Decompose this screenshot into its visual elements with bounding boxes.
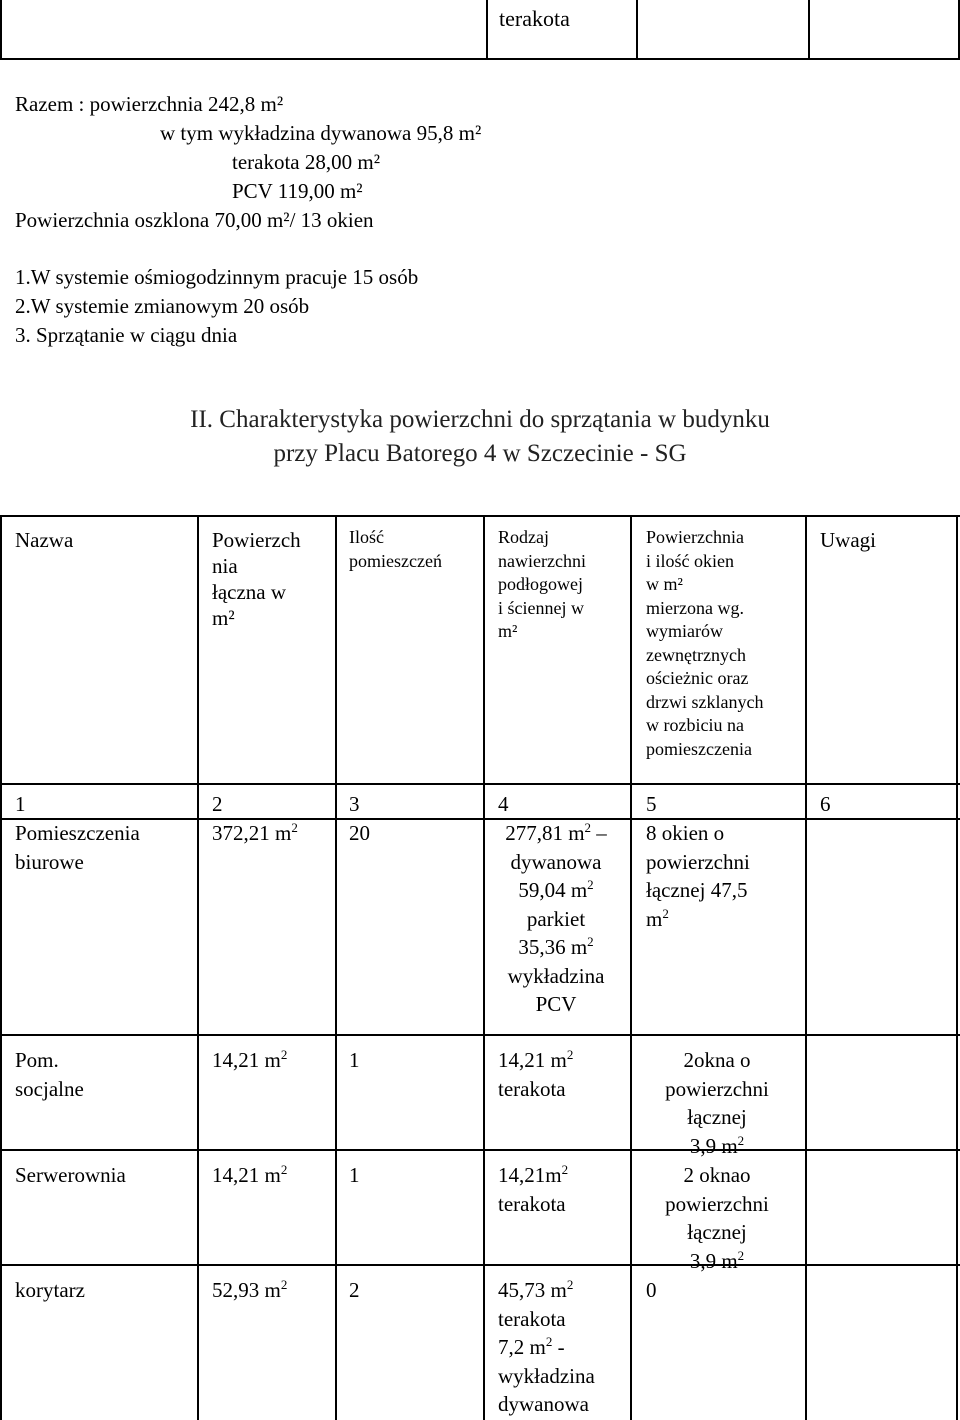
row-area: 372,21 $m^2$ — [212, 820, 298, 845]
header-room-count: Ilość pomieszczeń — [349, 527, 442, 571]
header-nazwa: Nazwa — [15, 528, 74, 552]
row-count: 20 — [349, 821, 370, 845]
row-divider — [0, 1264, 960, 1266]
row-count: 1 — [349, 1163, 360, 1187]
top-cell-text: terakota — [499, 6, 570, 31]
section-heading-line1: II. Charakterystyka powierzchni do sprzątania w budynku — [190, 406, 770, 433]
row-windows: 0 — [646, 1278, 657, 1302]
surface-line: 277,81 $m^2$ – — [505, 820, 607, 845]
row-name: korytarz — [15, 1278, 85, 1302]
summary-carpet: w tym wykładzina dywanowa 95,8 m² — [160, 121, 482, 145]
row-count: 2 — [349, 1278, 360, 1302]
top-cell-4 — [808, 0, 960, 60]
row-divider — [0, 1034, 960, 1036]
section-heading-line2: przy Placu Batorego 4 w Szczecinie - SG — [273, 440, 687, 467]
surface-line: PCV — [535, 992, 577, 1016]
top-cell-1 — [0, 0, 488, 60]
row-windows: 2okna o powierzchni łącznej 3,9 $m^2$ — [665, 1048, 769, 1158]
row-surface — [484, 819, 628, 1019]
row-area: 14,21 $m^2$ — [212, 1047, 288, 1072]
surface-line: dywanowa — [510, 849, 602, 874]
surface-table — [0, 515, 960, 1420]
table-col-divider — [335, 515, 337, 1420]
header-surface-type: Rodzaj nawierzchni podłogowej i ściennej w m² — [498, 527, 586, 641]
column-number: 2 — [212, 792, 223, 816]
numbered-item-1: 1.W systemie ośmiogodzinnym pracuje 15 osób — [15, 265, 419, 289]
surface-line: 35,36 $m^2$ — [518, 934, 594, 959]
number-row-divider — [0, 818, 960, 820]
table-col-divider — [630, 515, 632, 1420]
row-name: Pom. socjalne — [15, 1048, 84, 1101]
row-surface: 45,73 $m^2$ terakota 7,2 $m^2$ - wykładzina dywanowa — [498, 1277, 595, 1416]
column-number: 6 — [820, 792, 831, 816]
column-number: 1 — [15, 792, 26, 816]
surface-line: wykładzina — [507, 963, 605, 988]
table-border-left — [0, 515, 2, 1420]
row-area: 14,21 $m^2$ — [212, 1162, 288, 1187]
row-surface: $14,21m^2$ terakota — [498, 1162, 569, 1216]
row-windows: 2 oknao powierzchni łącznej 3,9 $m^2$ — [665, 1163, 769, 1273]
row-name: Serwerownia — [15, 1163, 126, 1187]
surface-line: 59,04 $m^2$ — [518, 877, 594, 902]
row-surface: 14,21 $m^2$ terakota — [498, 1047, 574, 1101]
table-top-border — [0, 515, 960, 517]
numbered-item-2: 2.W systemie zmianowym 20 osób — [15, 294, 310, 318]
top-cell-3 — [636, 0, 810, 60]
row-count: 1 — [349, 1048, 360, 1072]
numbered-item-3: 3. Sprzątanie w ciągu dnia — [15, 323, 238, 347]
top-table-fragment — [0, 0, 960, 62]
table-border-right — [956, 515, 958, 1420]
row-area: 52,93 $m^2$ — [212, 1277, 288, 1302]
column-number: 4 — [498, 792, 509, 816]
column-number: 3 — [349, 792, 360, 816]
row-divider — [0, 1149, 960, 1151]
header-total-area: Powierzch nia łączna w m² — [212, 528, 301, 630]
row-name: Pomieszczenia biurowe — [15, 821, 140, 874]
header-row-divider — [0, 783, 960, 785]
header-notes: Uwagi — [820, 528, 876, 552]
summary-pcv: PCV 119,00 m² — [232, 179, 363, 203]
summary-glass: Powierzchnia oszklona 70,00 m²/ 13 okien — [15, 208, 374, 232]
summary-total: Razem : powierzchnia 242,8 m² — [15, 92, 284, 116]
surface-line: parkiet — [526, 906, 586, 931]
column-number: 5 — [646, 792, 657, 816]
table-col-divider — [805, 515, 807, 1420]
header-windows: Powierzchnia i ilość okien w m² mierzona wg. wymiarów zewnętrznych ościeżnic oraz drzwi szklanych w rozbiciu na pomieszczenia — [646, 527, 764, 759]
table-col-divider — [197, 515, 199, 1420]
summary-terracotta: terakota 28,00 m² — [232, 150, 381, 174]
row-windows: 8 okien o powierzchni łącznej 47,5 $m^2$ — [646, 821, 750, 931]
